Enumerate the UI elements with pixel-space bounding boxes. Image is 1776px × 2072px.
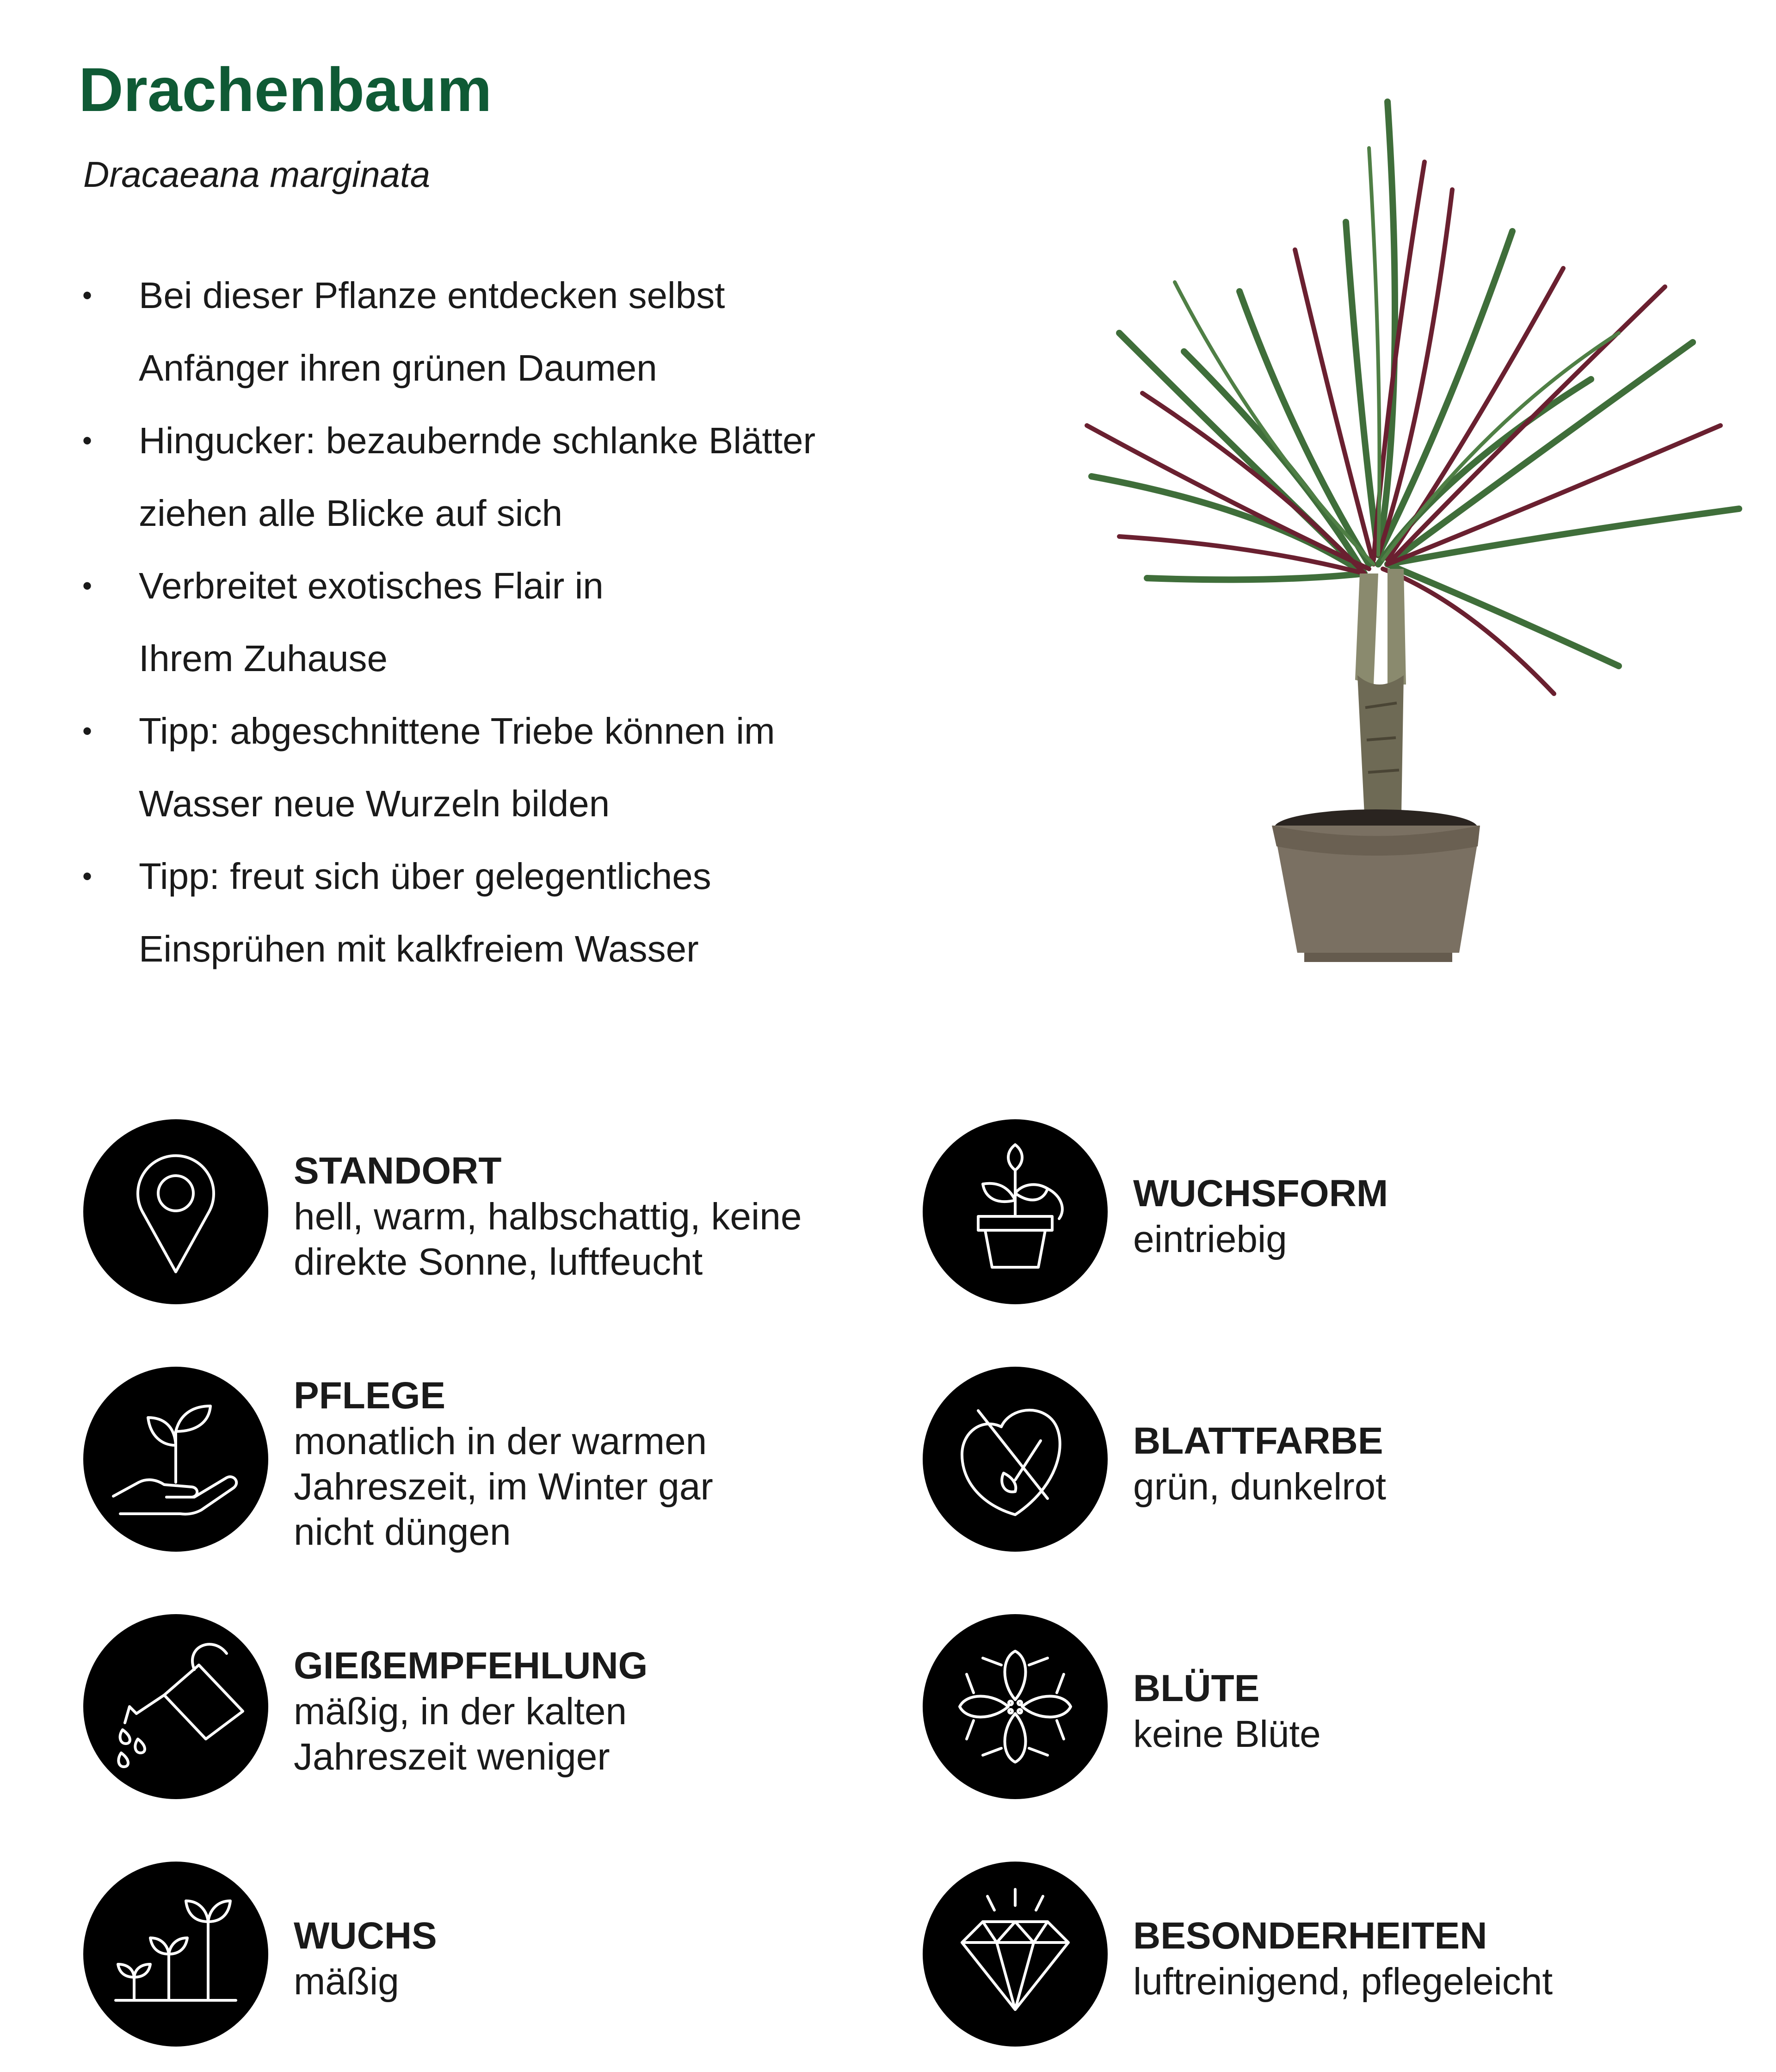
list-item-text: Wasser neue Wurzeln bilden bbox=[139, 783, 610, 824]
list-item bbox=[79, 840, 985, 985]
feature-value: hell, warm, halbschattig, keine direkte Sonne, luftfeucht bbox=[294, 1196, 802, 1283]
list-item-text: Tipp: freut sich über gelegentliches bbox=[139, 856, 711, 897]
list-item-text: Hingucker: bezaubernde schlanke Blätter bbox=[139, 420, 816, 461]
feature-standort bbox=[83, 1119, 897, 1314]
leaves bbox=[1087, 102, 1739, 694]
feature-title: WUCHSFORM bbox=[1133, 1172, 1388, 1215]
page-title: Drachenbaum bbox=[79, 56, 492, 124]
dragon-tree-plant-image bbox=[980, 92, 1767, 971]
feature-value: mäßig bbox=[294, 1961, 399, 2003]
bullet-icon: • bbox=[82, 280, 92, 311]
feature-bluete bbox=[923, 1614, 1737, 1808]
feature-wuchsform bbox=[923, 1119, 1737, 1314]
feature-title: STANDORT bbox=[294, 1150, 502, 1192]
list-item-text: Einsprühen mit kalkfreiem Wasser bbox=[139, 928, 699, 969]
list-item bbox=[79, 404, 985, 549]
list-item-text: Tipp: abgeschnittene Triebe können im bbox=[139, 710, 775, 752]
feature-value: mäßig, in der kalten Jahreszeit weniger bbox=[294, 1690, 627, 1778]
seedling-hand-icon bbox=[83, 1367, 268, 1552]
feature-value: grün, dunkelrot bbox=[1133, 1466, 1387, 1508]
feature-value: eintriebig bbox=[1133, 1218, 1287, 1260]
location-pin-icon bbox=[83, 1119, 268, 1304]
feature-title: WUCHS bbox=[294, 1915, 437, 1957]
feature-value: monatlich in der warmen Jahreszeit, im Winter gar nicht düngen bbox=[294, 1420, 713, 1553]
list-item bbox=[79, 549, 985, 695]
list-item-text: ziehen alle Blicke auf sich bbox=[139, 493, 563, 534]
list-item bbox=[79, 259, 985, 404]
feature-wuchs bbox=[83, 1862, 897, 2056]
feature-value: keine Blüte bbox=[1133, 1713, 1321, 1755]
trunk bbox=[1355, 569, 1406, 823]
feature-giessempfehlung bbox=[83, 1614, 897, 1808]
feature-blattfarbe bbox=[923, 1367, 1737, 1561]
leaf-brush-icon bbox=[923, 1367, 1108, 1552]
feature-value: luftreinigend, pflegeleicht bbox=[1133, 1961, 1553, 2003]
feature-besonderheiten bbox=[923, 1862, 1737, 2056]
feature-bullet-list bbox=[79, 259, 985, 985]
sprouts-growth-icon bbox=[83, 1862, 268, 2047]
flower-icon bbox=[923, 1614, 1108, 1799]
feature-title: PFLEGE bbox=[294, 1375, 446, 1417]
botanical-name: Dracaeana marginata bbox=[83, 154, 431, 195]
watering-can-icon bbox=[83, 1614, 268, 1799]
list-item-text: Verbreitet exotisches Flair in bbox=[139, 565, 604, 606]
feature-pflege bbox=[83, 1367, 897, 1561]
bullet-icon: • bbox=[82, 715, 92, 746]
list-item-text: Bei dieser Pflanze entdecken selbst bbox=[139, 275, 725, 316]
pot bbox=[1272, 809, 1480, 962]
feature-title: GIEßEMPFEHLUNG bbox=[294, 1645, 648, 1687]
feature-title: BESONDERHEITEN bbox=[1133, 1915, 1487, 1957]
potted-plant-icon bbox=[923, 1119, 1108, 1304]
list-item bbox=[79, 695, 985, 840]
list-item-text: Anfänger ihren grünen Daumen bbox=[139, 347, 657, 388]
bullet-icon: • bbox=[82, 425, 92, 456]
feature-title: BLATTFARBE bbox=[1133, 1420, 1383, 1462]
feature-title: BLÜTE bbox=[1133, 1667, 1260, 1709]
bullet-icon: • bbox=[82, 570, 92, 601]
bullet-icon: • bbox=[82, 861, 92, 892]
diamond-icon bbox=[923, 1862, 1108, 2047]
list-item-text: Ihrem Zuhause bbox=[139, 638, 388, 679]
